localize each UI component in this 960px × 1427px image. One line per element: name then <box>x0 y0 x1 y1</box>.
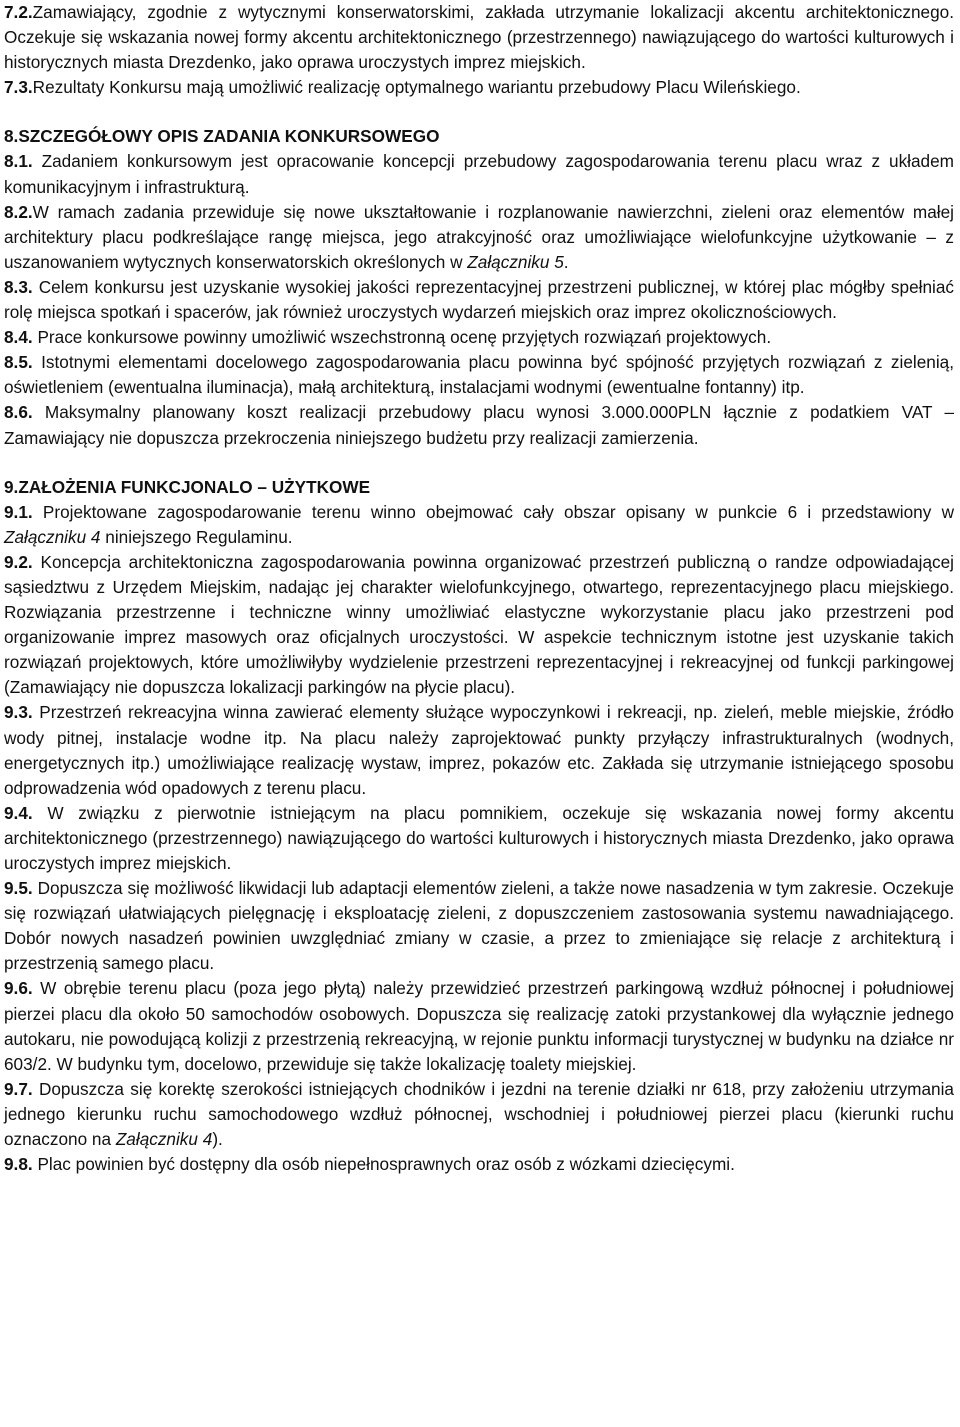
paragraph-number: 8.5. <box>4 352 33 373</box>
paragraph-text: Zadaniem konkursowym jest opracowanie koncepcji przebudowy zagospodarowania terenu placu wraz z układem komunikacyjnym i infrastrukturą. <box>4 151 954 197</box>
paragraph-number: 9.8. <box>4 1154 33 1175</box>
paragraph-text: Plac powinien być dostępny dla osób niepełnosprawnych oraz osób z wózkami dziecięcymi. <box>32 1154 735 1175</box>
paragraph-9-7 <box>4 1077 954 1152</box>
paragraph-7-2 <box>4 0 954 75</box>
paragraph-9-1 <box>4 500 954 550</box>
paragraph-number: 8.1. <box>4 151 33 172</box>
paragraph-number: 9.3. <box>4 702 33 723</box>
paragraph-9-3 <box>4 700 954 800</box>
paragraph-number: 9.4. <box>4 802 33 823</box>
paragraph-8-2 <box>4 200 954 275</box>
paragraph-number: 8.2. <box>4 201 33 222</box>
paragraph-text: Celem konkursu jest uzyskanie wysokiej jakości reprezentacyjnej przestrzeni publicznej, w której plac mógłby spełniać rolę miejsca spotkań i spacerów, jak również uroczystych wydarzeń miejskich oraz imprez okolicznościowych. <box>4 276 954 323</box>
paragraph-8-5 <box>4 350 954 400</box>
paragraph-8-6 <box>4 400 954 450</box>
paragraph-number: 8.4. <box>4 327 33 348</box>
paragraph-text: Dopuszcza się możliwość likwidacji lub adaptacji elementów zieleni, a także nowe nasadzenia w tym zakresie. Oczekuje się rozwiązań ułatwiających pielęgnację i eksploatację zieleni, z dopuszczeniem zastosowania systemu nawadniającego. Dobór nowych nasadzeń powinien uwzględniać zmiany w czasie, a przez to zmieniające się relacje z architekturą i przestrzenią samego placu. <box>4 878 954 974</box>
paragraph-text: Maksymalny planowany koszt realizacji przebudowy placu wynosi 3.000.000PLN łącznie z podatkiem VAT – Zamawiający nie dopuszcza przekroczenia niniejszego budżetu przy realizacji zamierzenia. <box>4 402 954 448</box>
paragraph-8-3 <box>4 275 954 325</box>
paragraph-number: 9.1. <box>4 501 33 522</box>
paragraph-text: Koncepcja architektoniczna zagospodarowania powinna organizować przestrzeń publiczną o randze odpowiadającej sąsiedztwu z Urzędem Miejskim, nadając jej charakter wielofunkcyjnego, otwartego, reprezentacyjnego placu miejskiego. Rozwiązania przestrzenne i techniczne winny umożliwiać elastyczne wykorzystanie placu jako przestrzeni pod organizowanie imprez masowych oraz oficjalnych uroczystości. W aspekcie technicznym istotne jest uzyskanie takich rozwiązań projektowych, które umożliwiłyby wydzielenie przestrzeni reprezentacyjnej i rekreacyjnej od funkcji parkingowej (Zamawiający nie dopuszcza lokalizacji parkingów na płycie placu). <box>4 551 954 698</box>
paragraph-number: 9.5. <box>4 878 33 899</box>
paragraph-text: W ramach zadania przewiduje się nowe ukształtowanie i rozplanowanie nawierzchni, zieleni oraz elementów małej architektury placu podkreślające rangę miejsca, jego atrakcyjność oraz umożliwiające wielofunkcyjne użytkowanie – z uszanowaniem wytycznych konserwatorskich określonych w <box>4 201 954 272</box>
paragraph-9-4 <box>4 801 954 876</box>
paragraph-text: Dopuszcza się korektę szerokości istniejących chodników i jezdni na terenie działki nr 618, przy założeniu utrzymania jednego kierunku ruchu samochodowego wzdłuż północnej, wschodniej i południowej pierzei placu (kierunki ruchu oznaczono na <box>4 1078 954 1150</box>
paragraph-number: 8.3. <box>4 276 33 297</box>
attachment-reference: Załączniku 4 <box>4 526 101 547</box>
paragraph-8-4 <box>4 325 954 350</box>
paragraph-9-5 <box>4 876 954 976</box>
paragraph-9-8 <box>4 1152 954 1177</box>
paragraph-text: Rezultaty Konkursu mają umożliwić realizację optymalnego wariantu przebudowy Placu Wileńskiego. <box>32 77 801 98</box>
attachment-reference: Załączniku 5 <box>467 251 564 272</box>
paragraph-tail: ). <box>212 1129 223 1150</box>
paragraph-text: Zamawiający, zgodnie z wytycznymi konserwatorskimi, zakłada utrzymanie lokalizacji akcentu architektonicznego. Oczekuje się wskazania nowej formy akcentu architektonicznego (przestrzennego) nawiązującego do wartości kulturowych i historycznych miasta Drezdenko, jako oprawa uroczystych imprez miejskich. <box>4 2 954 73</box>
paragraph-text: Istotnymi elementami docelowego zagospodarowania placu powinna być spójność przyjętych rozwiązań z zielenią, oświetleniem (ewentualna iluminacja), małą architekturą, instalacjami wodnymi (ewentualne fontanny) itp. <box>4 352 954 398</box>
paragraph-number: 8.6. <box>4 402 33 423</box>
paragraph-number: 9.7. <box>4 1078 33 1099</box>
paragraph-text: Przestrzeń rekreacyjna winna zawierać elementy służące wypoczynkowi i rekreacji, np. zieleń, meble miejskie, źródło wody pitnej, instalacje wodne itp. Na placu należy zaprojektować punkty przyłączy infrastrukturalnych (wodnych, energetycznych itp.) umożliwiające realizację wystaw, imprez, pokazów etc. Zakłada się utrzymanie istniejącego sposobu odprowadzenia wód opadowych z terenu placu. <box>4 702 954 798</box>
paragraph-number: 9.6. <box>4 978 33 999</box>
paragraph-tail: . <box>563 251 569 272</box>
paragraph-9-2 <box>4 550 954 701</box>
paragraph-number: 9.2. <box>4 551 33 572</box>
paragraph-8-1 <box>4 149 954 199</box>
section-8-heading: 8.SZCZEGÓŁOWY OPIS ZADANIA KONKURSOWEGO <box>4 126 440 147</box>
attachment-reference: Załączniku 4 <box>115 1129 213 1150</box>
paragraph-tail: niniejszego Regulaminu. <box>100 526 293 547</box>
paragraph-7-3 <box>4 75 954 100</box>
paragraph-text: W związku z pierwotnie istniejącym na placu pomnikiem, oczekuje się wskazania nowej formy akcentu architektonicznego (przestrzennego) nawiązującego do wartości kulturowych i historycznych miasta Drezdenko, jako oprawa uroczystych imprez miejskich. <box>4 802 954 873</box>
paragraph-text: Projektowane zagospodarowanie terenu winno obejmować cały obszar opisany w punkcie 6 i przedstawiony w <box>32 501 954 522</box>
section-9-heading: 9.ZAŁOŻENIA FUNKCJONALO – UŻYTKOWE <box>4 476 371 497</box>
paragraph-number: 7.2. <box>4 2 33 22</box>
paragraph-9-6 <box>4 976 954 1076</box>
paragraph-text: Prace konkursowe powinny umożliwić wszechstronną ocenę przyjętych rozwiązań projektowych. <box>32 327 772 348</box>
paragraph-number: 7.3. <box>4 77 33 98</box>
paragraph-text: W obrębie terenu placu (poza jego płytą) należy przewidzieć przestrzeń parkingową wzdłuż północnej i południowej pierzei placu dla około 50 samochodów osobowych. Dopuszcza się realizację zatoki przystankowej dla wyłącznie jednego autokaru, nie powodującą kolizji z przestrzenią rekreacyjną, w rejonie punktu informacji turystycznej w budynku na działce nr 603/2. W budynku tym, docelowo, przewiduje się także lokalizację toalety miejskiej. <box>4 978 954 1074</box>
